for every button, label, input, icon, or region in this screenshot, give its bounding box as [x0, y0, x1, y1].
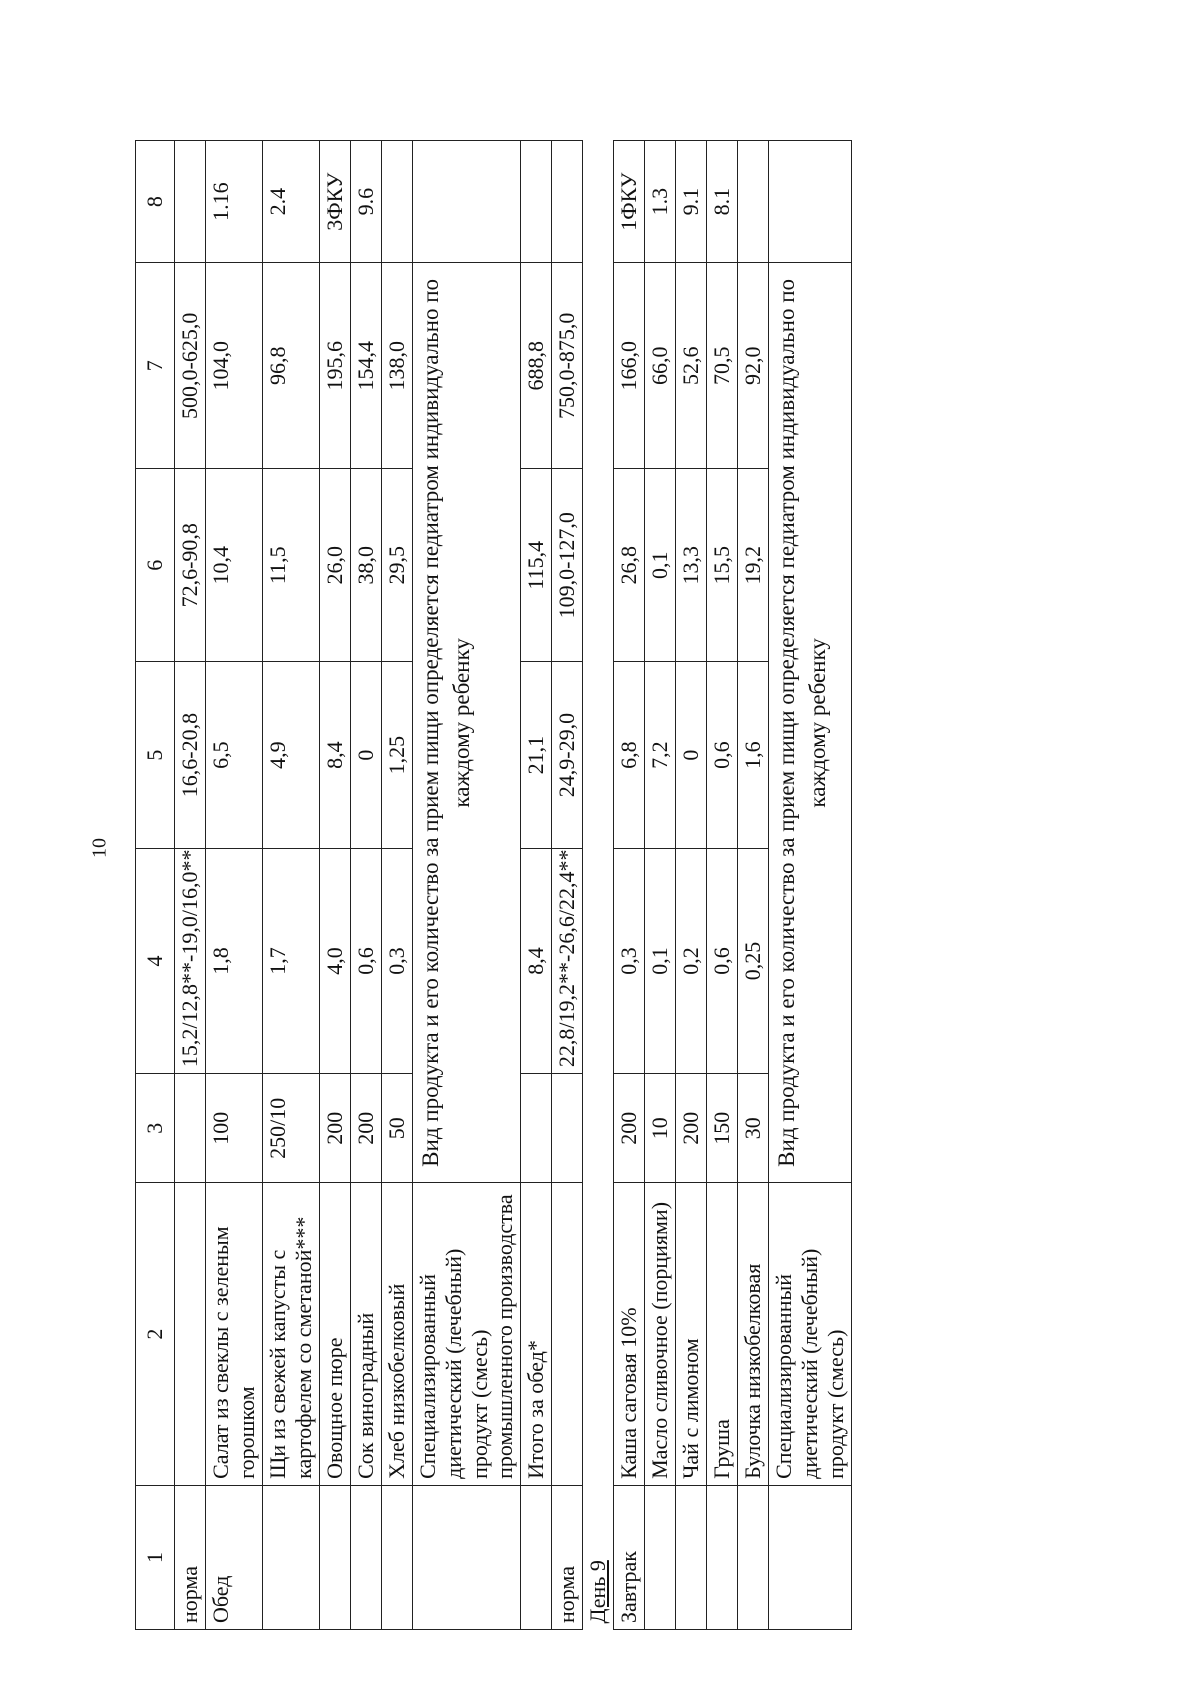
table-cell: 688,8 [521, 263, 552, 469]
table-cell: Сок виноградный [350, 1183, 381, 1485]
table-cell: 96,8 [262, 263, 319, 469]
header-cell: 3 [136, 1074, 175, 1183]
table-cell [521, 1485, 552, 1629]
table-cell [262, 1485, 319, 1629]
norm-row [552, 141, 583, 1630]
table-cell: 0,1 [645, 469, 676, 662]
table-cell: 16,6-20,8 [175, 662, 206, 849]
table-cell: 10 [645, 1074, 676, 1183]
table-cell: Хлеб низкобелковый [381, 1183, 412, 1485]
table-cell [676, 1485, 707, 1629]
table-cell [521, 1074, 552, 1183]
special-product-row [412, 141, 521, 1630]
table-cell: 200 [350, 1074, 381, 1183]
table-row [676, 141, 707, 1630]
rotated-table-container [135, 140, 1065, 1630]
table-row [175, 141, 206, 1630]
table-cell: 3ФКУ [319, 141, 350, 263]
table-cell: 11,5 [262, 469, 319, 662]
table-cell: 1,8 [205, 848, 262, 1073]
table-row [381, 141, 412, 1630]
table-cell: Итого за обед* [521, 1183, 552, 1485]
table-cell: Груша [707, 1183, 738, 1485]
table-row [319, 141, 350, 1630]
table-cell: 9.6 [350, 141, 381, 263]
table-cell: норма [552, 1485, 583, 1629]
table-cell: Овощное пюре [319, 1183, 350, 1485]
day-row [583, 141, 614, 1630]
table-cell: 0,2 [676, 848, 707, 1073]
table-cell: 250/10 [262, 1074, 319, 1183]
table-row [738, 141, 769, 1630]
table-cell [645, 1485, 676, 1629]
table-cell [350, 1485, 381, 1629]
table-cell: 9.1 [676, 141, 707, 263]
table-cell: 26,8 [614, 469, 645, 662]
table-cell [521, 141, 552, 263]
nutrition-table [135, 140, 852, 1630]
table-cell [707, 1485, 738, 1629]
table-cell: Щи из свежей капусты с картофелем со сметаной*** [262, 1183, 319, 1485]
table-cell: 1,25 [381, 662, 412, 849]
table-cell: 70,5 [707, 263, 738, 469]
table-cell [552, 141, 583, 263]
header-cell: 4 [136, 848, 175, 1073]
table-cell: 109,0-127,0 [552, 469, 583, 662]
table-cell: 24,9-29,0 [552, 662, 583, 849]
table-cell: 115,4 [521, 469, 552, 662]
table-cell: 6,8 [614, 662, 645, 849]
header-cell: 6 [136, 469, 175, 662]
table-cell: 6,5 [205, 662, 262, 849]
table-cell [552, 1074, 583, 1183]
table-cell: 66,0 [645, 263, 676, 469]
merged-note-cell: Вид продукта и его количество за прием пищи определяется педиатром индивидуально по каждому ребенку [769, 263, 852, 1183]
header-cell: 7 [136, 263, 175, 469]
total-row [521, 141, 552, 1630]
table-cell: 2.4 [262, 141, 319, 263]
table-cell: 21,1 [521, 662, 552, 849]
table-cell: 200 [319, 1074, 350, 1183]
table-cell: 0,3 [614, 848, 645, 1073]
table-cell [381, 141, 412, 263]
table-cell: 4,9 [262, 662, 319, 849]
table-cell: 22,8/19,2**-26,6/22,4** [552, 848, 583, 1073]
table-cell: 8,4 [521, 848, 552, 1073]
table-row [350, 141, 381, 1630]
table-row [614, 141, 645, 1630]
table-cell: 195,6 [319, 263, 350, 469]
table-cell: Специализированный диетический (лечебный) продукт (смесь) [769, 1183, 852, 1485]
table-cell: 19,2 [738, 469, 769, 662]
table-row [205, 141, 262, 1630]
table-cell: 30 [738, 1074, 769, 1183]
day-label: День 9 [583, 141, 614, 1630]
table-cell: 15,2/12,8**-19,0/16,0** [175, 848, 206, 1073]
table-cell: 0 [350, 662, 381, 849]
special-product-row [769, 141, 852, 1630]
table-cell: 72,6-90,8 [175, 469, 206, 662]
table-cell: Обед [205, 1485, 262, 1629]
table-cell: Специализированный диетический (лечебный) продукт (смесь) промышленного производства [412, 1183, 521, 1485]
table-cell: Масло сливочное (порциями) [645, 1183, 676, 1485]
table-cell [552, 1183, 583, 1485]
table-cell [769, 141, 852, 263]
table-cell [175, 1183, 206, 1485]
table-cell: Завтрак [614, 1485, 645, 1629]
table-cell: 138,0 [381, 263, 412, 469]
table-cell: 1,6 [738, 662, 769, 849]
table-cell: 92,0 [738, 263, 769, 469]
table-row [707, 141, 738, 1630]
table-cell: 0,1 [645, 848, 676, 1073]
table-cell: 38,0 [350, 469, 381, 662]
merged-note-cell: Вид продукта и его количество за прием пищи определяется педиатром индивидуально по каждому ребенку [412, 263, 521, 1183]
table-cell: 750,0-875,0 [552, 263, 583, 469]
table-cell: Булочка низкобелковая [738, 1183, 769, 1485]
page-number: 10 [88, 838, 111, 858]
table-cell: 0,6 [350, 848, 381, 1073]
table-cell: 0,25 [738, 848, 769, 1073]
table-cell [738, 1485, 769, 1629]
table-cell: 50 [381, 1074, 412, 1183]
table-cell [769, 1485, 852, 1629]
table-cell: 13,3 [676, 469, 707, 662]
header-cell: 2 [136, 1183, 175, 1485]
table-cell: Чай с лимоном [676, 1183, 707, 1485]
table-row [262, 141, 319, 1630]
table-cell: 166,0 [614, 263, 645, 469]
table-cell: 15,5 [707, 469, 738, 662]
table-cell: 7,2 [645, 662, 676, 849]
table-cell: 150 [707, 1074, 738, 1183]
table-cell: 500,0-625,0 [175, 263, 206, 469]
table-cell [175, 141, 206, 263]
header-cell: 1 [136, 1485, 175, 1629]
table-cell: 1,7 [262, 848, 319, 1073]
table-cell: 8,4 [319, 662, 350, 849]
table-cell: 1.16 [205, 141, 262, 263]
table-cell: Салат из свеклы с зеленым горошком [205, 1183, 262, 1485]
table-cell: 0,6 [707, 848, 738, 1073]
table-row [645, 141, 676, 1630]
table-cell [381, 1485, 412, 1629]
table-cell [175, 1074, 206, 1183]
header-cell: 5 [136, 662, 175, 849]
table-cell: 200 [614, 1074, 645, 1183]
table-cell: 200 [676, 1074, 707, 1183]
header-row [136, 141, 175, 1630]
header-cell: 8 [136, 141, 175, 263]
table-cell: 8.1 [707, 141, 738, 263]
table-cell [412, 1485, 521, 1629]
table-cell: 26,0 [319, 469, 350, 662]
table-cell: 0,3 [381, 848, 412, 1073]
table-cell: 154,4 [350, 263, 381, 469]
table-cell: 52,6 [676, 263, 707, 469]
table-cell: 1ФКУ [614, 141, 645, 263]
table-cell [738, 141, 769, 263]
table-cell: 29,5 [381, 469, 412, 662]
table-cell: 4,0 [319, 848, 350, 1073]
table-cell [412, 141, 521, 263]
table-cell [319, 1485, 350, 1629]
table-cell: 10,4 [205, 469, 262, 662]
table-cell: 0 [676, 662, 707, 849]
table-cell: 104,0 [205, 263, 262, 469]
table-cell: 1.3 [645, 141, 676, 263]
table-cell: Каша саговая 10% [614, 1183, 645, 1485]
table-cell: 100 [205, 1074, 262, 1183]
table-cell: норма [175, 1485, 206, 1629]
table-cell: 0,6 [707, 662, 738, 849]
